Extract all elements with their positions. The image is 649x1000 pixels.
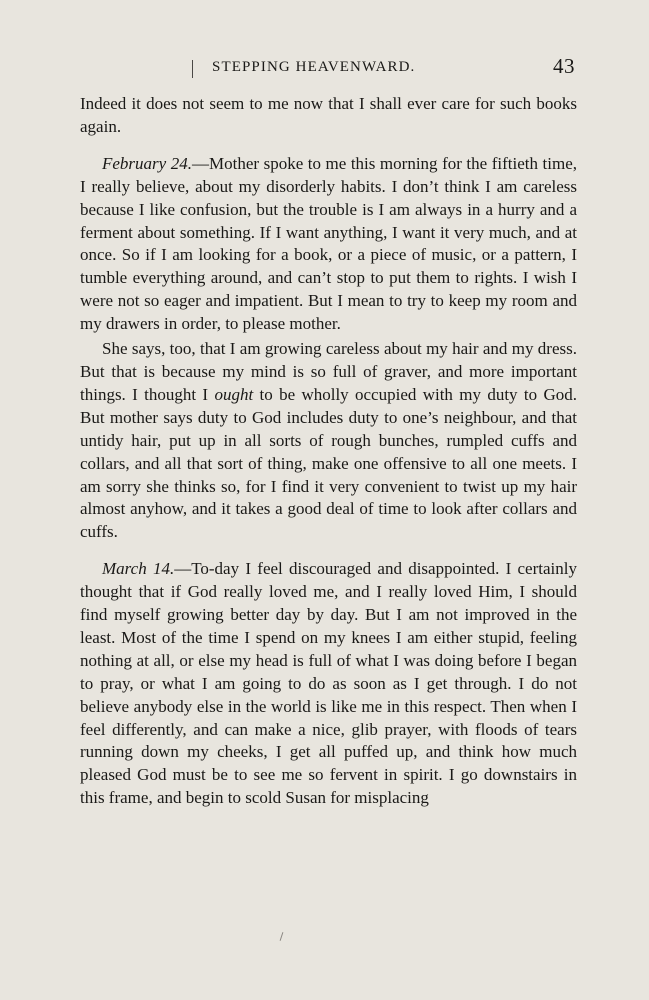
body-text [80, 93, 577, 810]
diary-entry-march-14 [80, 558, 577, 810]
paragraph-text-before: She says, too, that I am growing careless about my hair and my dress. But that is because my mind is so full of graver, and more important things. I thought I [80, 339, 577, 404]
page-number: 43 [553, 54, 575, 78]
running-head: STEPPING HEAVENWARD. [212, 59, 416, 75]
page-header [80, 54, 575, 83]
entry-date: February 24. [102, 153, 192, 173]
diary-entry-february-24 [80, 153, 577, 336]
paragraph-hair-and-dress [80, 338, 577, 544]
paragraph-text-after: to be wholly occupied with my duty to God. But mother says duty to God includes duty to one’s neighbour, and that untidy hair, put up in all sorts of rough bunches, rumpled cuffs and collars, and all that sort of thing, make one offensive to all one meets. I am sorry she thinks so, for I find it very convenient to twist up my hair almost anyhow, and it takes a good deal of time to look after collars and cuffs. [80, 384, 577, 542]
entry-date: March 14. [102, 559, 175, 579]
entry-text: —To-day I feel discouraged and disappointed. I certainly thought that if God really loved me, and I really loved Him, I should find myself growing better day by day. But I am not improved in the least. Most of the time I spend on my knees I am either stupid, feeling nothing at all, or else my head is full of what I was doing before I began to pray, or what I am going to do as soon as I get through. I do not believe anybody else in the world is like me in this respect. Then when I feel differently, and can make a nice, glib prayer, with floods of tears running down my cheeks, I get all puffed up, and think how much pleased God must be to see me so fervent in spirit. I go downstairs in this frame, and begin to scold Susan for misplacing [80, 559, 577, 808]
header-rule-mark [192, 60, 193, 78]
entry-text: —Mother spoke to me this morning for the fiftieth time, I really believe, about my disorderly habits. I don’t think I am careless because I like confusion, but the trouble is I am always in a hurry and a ferment about something. If I want anything, I want it very much, and at once. So if I am looking for a book, or a piece of music, or a pattern, I tumble everything around, and can’t stop to put them to rights. I wish I were not so eager and impatient. But I mean to try to keep my room and my drawers in order, to please mother. [80, 153, 577, 334]
paragraph-continuation: Indeed it does not seem to me now that I shall ever care for such books again. [80, 94, 577, 136]
emphasized-word: ought [214, 384, 254, 404]
stray-ink-mark [280, 932, 284, 941]
